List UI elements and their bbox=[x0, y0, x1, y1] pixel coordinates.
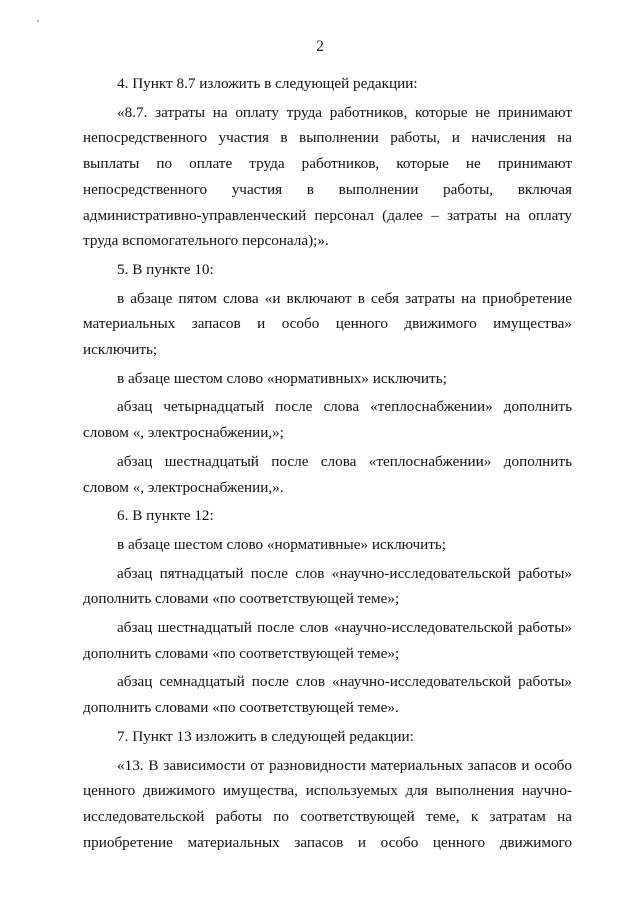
paragraph-item-7-heading: 7. Пункт 13 изложить в следующей редакции: bbox=[117, 727, 414, 745]
paragraph-item-6-heading: 6. В пункте 12: bbox=[117, 507, 214, 525]
paragraph-item-5-sub-3: абзац четырнадцатый после слова «теплоснабжении» дополнить словом «, электроснабжении,»; bbox=[83, 398, 572, 442]
paragraph-item-6-sub-1: в абзаце шестом слово «нормативные» исключить; bbox=[117, 535, 446, 553]
document-body bbox=[83, 71, 572, 855]
paragraph-item-5-heading: 5. В пункте 10: bbox=[117, 260, 214, 278]
paragraph-item-6-sub-4: абзац семнадцатый после слов «научно-исследовательской работы» дополнить словами «по соответствующей теме». bbox=[83, 673, 572, 717]
page-number: 2 bbox=[316, 38, 324, 55]
scan-speck bbox=[37, 20, 39, 22]
paragraph-item-6-sub-3: абзац шестнадцатый после слов «научно-исследовательской работы» дополнить словами «по соответствующей теме»; bbox=[83, 619, 572, 662]
paragraph-item-4-heading: 4. Пункт 8.7 изложить в следующей редакции: bbox=[117, 75, 418, 92]
paragraph-item-6-sub-2: абзац пятнадцатый после слов «научно-исследовательской работы» дополнить словами «по соответствующей теме»; bbox=[83, 564, 572, 608]
paragraph-item-5-sub-1: в абзаце пятом слова «и включают в себя затраты на приобретение материальных запасов и особо ценного движимого имущества» исключить; bbox=[83, 289, 572, 359]
paragraph-item-7-text: «13. В зависимости от разновидности материальных запасов и особо ценного движимого имущества, используемых для выполнения научно-исследовательской работы по соответствующей теме, к затратам на приобретение материальных запасов и особо ценного движимого bbox=[83, 756, 572, 851]
paragraph-item-4-text: «8.7. затраты на оплату труда работников, которые не принимают непосредственного участия в выполнении работы, и начисления на выплаты по оплате труда работников, которые не принимают непосредственного участия в выполнении работы, включая административно-управленческий персонал (далее – затраты на оплату труда вспомогательного персонала);». bbox=[83, 103, 572, 250]
paragraph-item-5-sub-4: абзац шестнадцатый после слова «теплоснабжении» дополнить словом «, электроснабжении,». bbox=[83, 452, 572, 496]
paragraph-item-5-sub-2: в абзаце шестом слово «нормативных» исключить; bbox=[117, 369, 447, 387]
